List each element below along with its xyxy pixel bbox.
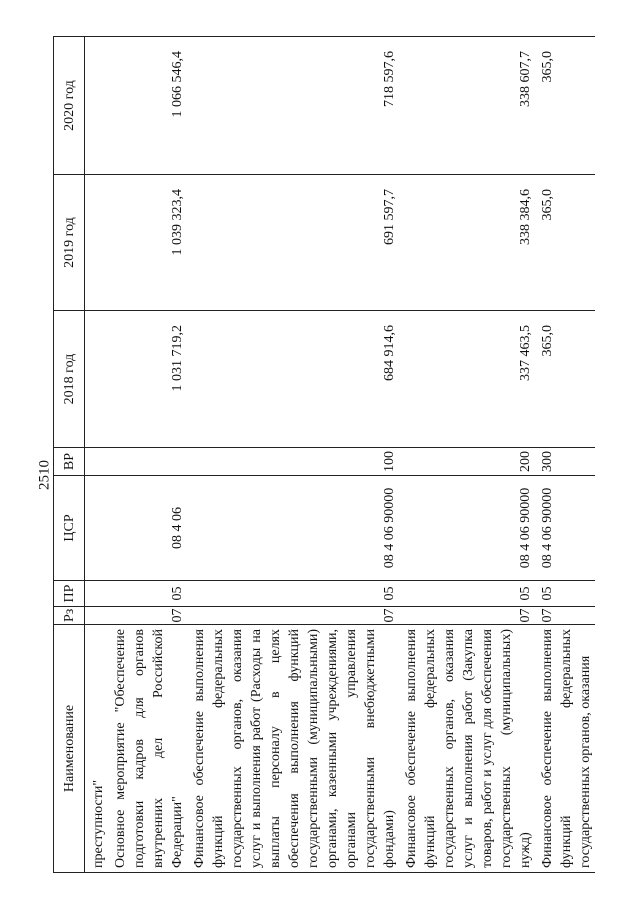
budget-table [53,36,595,873]
table-row [85,37,109,873]
row-name: Финансовое обеспечение выполнения функций федеральных государственных органов, оказания услуг и выполнения работ (Расходы на выплаты персоналу в целях обеспечения выполнения функций государственными (муниципальными) органами, казенными учреждениями, органами управления государственными внебюджетными фондами) [187,625,399,873]
row-rz [85,607,109,625]
row-rz: 07 [535,607,595,625]
row-2018: 1 031 719,2 [108,311,187,448]
row-csr [85,476,109,581]
row-rz: 07 [187,607,399,625]
header-2019: 2019 год [54,175,85,311]
header-name: Наименование [54,625,85,873]
row-csr: 08 4 06 [108,476,187,581]
row-rz: 07 [399,607,535,625]
row-2018: 337 463,5 [399,311,535,448]
row-pr: 05 [399,581,535,607]
row-pr: 05 [187,581,399,607]
row-vr [85,448,109,476]
row-2020: 1 066 546,4 [108,37,187,175]
row-2019: 365,0 [535,175,595,311]
row-csr: 08 4 06 90000 [187,476,399,581]
row-name: Основное мероприятие "Обеспечение подготовки кадров для органов внутренних дел Российской Федерации" [108,625,187,873]
row-2018: 365,0 [535,311,595,448]
row-pr: 05 [535,581,595,607]
row-2018 [85,311,109,448]
header-vr: ВР [54,448,85,476]
row-name: преступности" [85,625,109,873]
row-vr: 300 [535,448,595,476]
row-rz: 07 [108,607,187,625]
row-vr: 200 [399,448,535,476]
table-row [399,37,535,873]
table-header [54,37,85,873]
row-2020: 338 607,7 [399,37,535,175]
row-2019: 1 039 323,4 [108,175,187,311]
row-name: Финансовое обеспечение выполнения функций федеральных государственных органов, оказания [535,625,595,873]
header-pr: ПР [54,581,85,607]
page-number-box [35,455,55,495]
row-2019: 338 384,6 [399,175,535,311]
table-row [535,37,595,873]
row-2020: 365,0 [535,37,595,175]
header-csr: ЦСР [54,476,85,581]
row-2020 [85,37,109,175]
table-row [108,37,187,873]
row-2019 [85,175,109,311]
header-rz: Рз [54,607,85,625]
row-vr: 100 [187,448,399,476]
row-2018: 684 914,6 [187,311,399,448]
row-pr [85,581,109,607]
budget-table-rotated [53,37,608,873]
row-2019: 691 597,7 [187,175,399,311]
row-name: Финансовое обеспечение выполнения функций федеральных государственных органов, оказания услуг и выполнения работ (Закупка товаров, работ и услуг для обеспечения государственных (муниципальных) нужд) [399,625,535,873]
table-row [187,37,399,873]
header-2020: 2020 год [54,37,85,175]
page-number: 2510 [36,460,53,490]
row-vr [108,448,187,476]
row-pr: 05 [108,581,187,607]
row-csr: 08 4 06 90000 [535,476,595,581]
row-csr: 08 4 06 90000 [399,476,535,581]
header-2018: 2018 год [54,311,85,448]
row-2020: 718 597,6 [187,37,399,175]
